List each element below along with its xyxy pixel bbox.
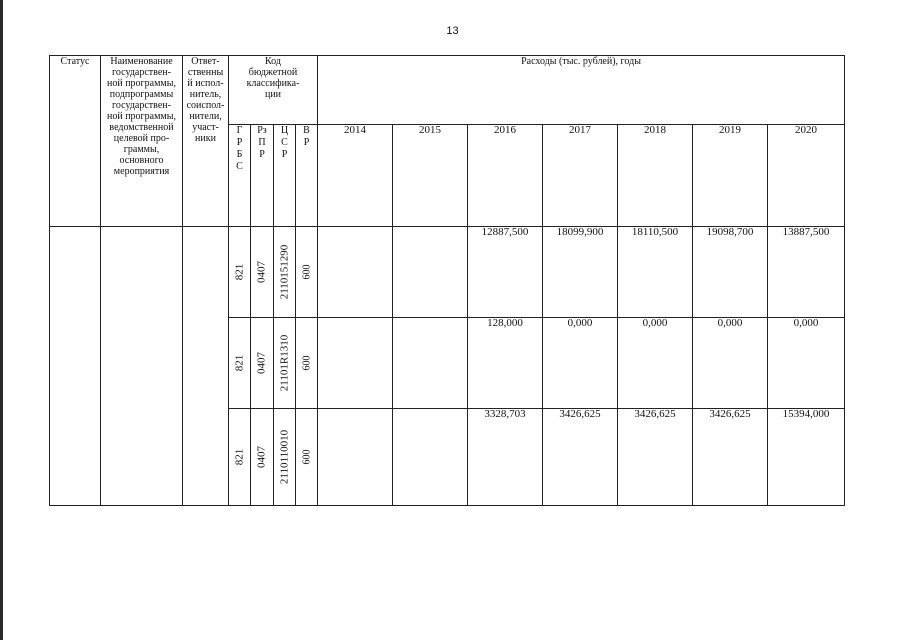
grbs-cell: 821 <box>229 227 251 318</box>
year-header-2018: 2018 <box>618 125 693 227</box>
value-cell-2014 <box>318 227 393 318</box>
rzpr-column-header: Рз П Р <box>251 125 274 227</box>
value-cell-2018: 0,000 <box>618 318 693 409</box>
year-header-2020: 2020 <box>768 125 845 227</box>
csr-cell: 2110110010 <box>274 409 296 506</box>
grbs-column-header: Г Р Б С <box>229 125 251 227</box>
year-header-2017: 2017 <box>543 125 618 227</box>
csr-cell: 2110151290 <box>274 227 296 318</box>
rzpr-cell: 0407 <box>251 409 274 506</box>
expenses-header: Расходы (тыс. рублей), годы <box>318 56 845 125</box>
value-cell-2016: 12887,500 <box>468 227 543 318</box>
table-row <box>50 227 845 318</box>
year-header-2019: 2019 <box>693 125 768 227</box>
value-cell-2019: 3426,625 <box>693 409 768 506</box>
vr-cell: 600 <box>296 227 318 318</box>
value-cell-2020: 13887,500 <box>768 227 845 318</box>
csr-column-header: Ц С Р <box>274 125 296 227</box>
year-header-2016: 2016 <box>468 125 543 227</box>
value-cell-2015 <box>393 318 468 409</box>
csr-cell: 21101R1310 <box>274 318 296 409</box>
responsible-cell <box>183 227 229 506</box>
value-cell-2015 <box>393 227 468 318</box>
page-left-edge <box>0 0 3 640</box>
year-header-2014: 2014 <box>318 125 393 227</box>
rzpr-cell: 0407 <box>251 227 274 318</box>
value-cell-2020: 15394,000 <box>768 409 845 506</box>
budget-table <box>49 55 845 506</box>
status-cell <box>50 227 101 506</box>
value-cell-2017: 18099,900 <box>543 227 618 318</box>
rzpr-cell: 0407 <box>251 318 274 409</box>
budget-code-header: Код бюджетной классифика- ции <box>229 56 318 125</box>
value-cell-2014 <box>318 318 393 409</box>
value-cell-2020: 0,000 <box>768 318 845 409</box>
name-header: Наименование государствен- ной программы, подпрограммы государствен- ной программы, ведомственной целевой про- граммы, основного мероприятия <box>101 56 183 227</box>
header-row-1 <box>50 56 845 125</box>
year-header-2015: 2015 <box>393 125 468 227</box>
value-cell-2017: 3426,625 <box>543 409 618 506</box>
vr-cell: 600 <box>296 318 318 409</box>
page-number: 13 <box>446 25 459 37</box>
value-cell-2018: 3426,625 <box>618 409 693 506</box>
name-cell <box>101 227 183 506</box>
vr-cell: 600 <box>296 409 318 506</box>
status-header: Статус <box>50 56 101 227</box>
value-cell-2017: 0,000 <box>543 318 618 409</box>
value-cell-2014 <box>318 409 393 506</box>
value-cell-2018: 18110,500 <box>618 227 693 318</box>
value-cell-2019: 19098,700 <box>693 227 768 318</box>
value-cell-2016: 128,000 <box>468 318 543 409</box>
grbs-cell: 821 <box>229 409 251 506</box>
value-cell-2016: 3328,703 <box>468 409 543 506</box>
vr-column-header: В Р <box>296 125 318 227</box>
value-cell-2019: 0,000 <box>693 318 768 409</box>
grbs-cell: 821 <box>229 318 251 409</box>
value-cell-2015 <box>393 409 468 506</box>
responsible-header: Ответ- ственны й испол- нитель, соиспол- нители, участ- ники <box>183 56 229 227</box>
